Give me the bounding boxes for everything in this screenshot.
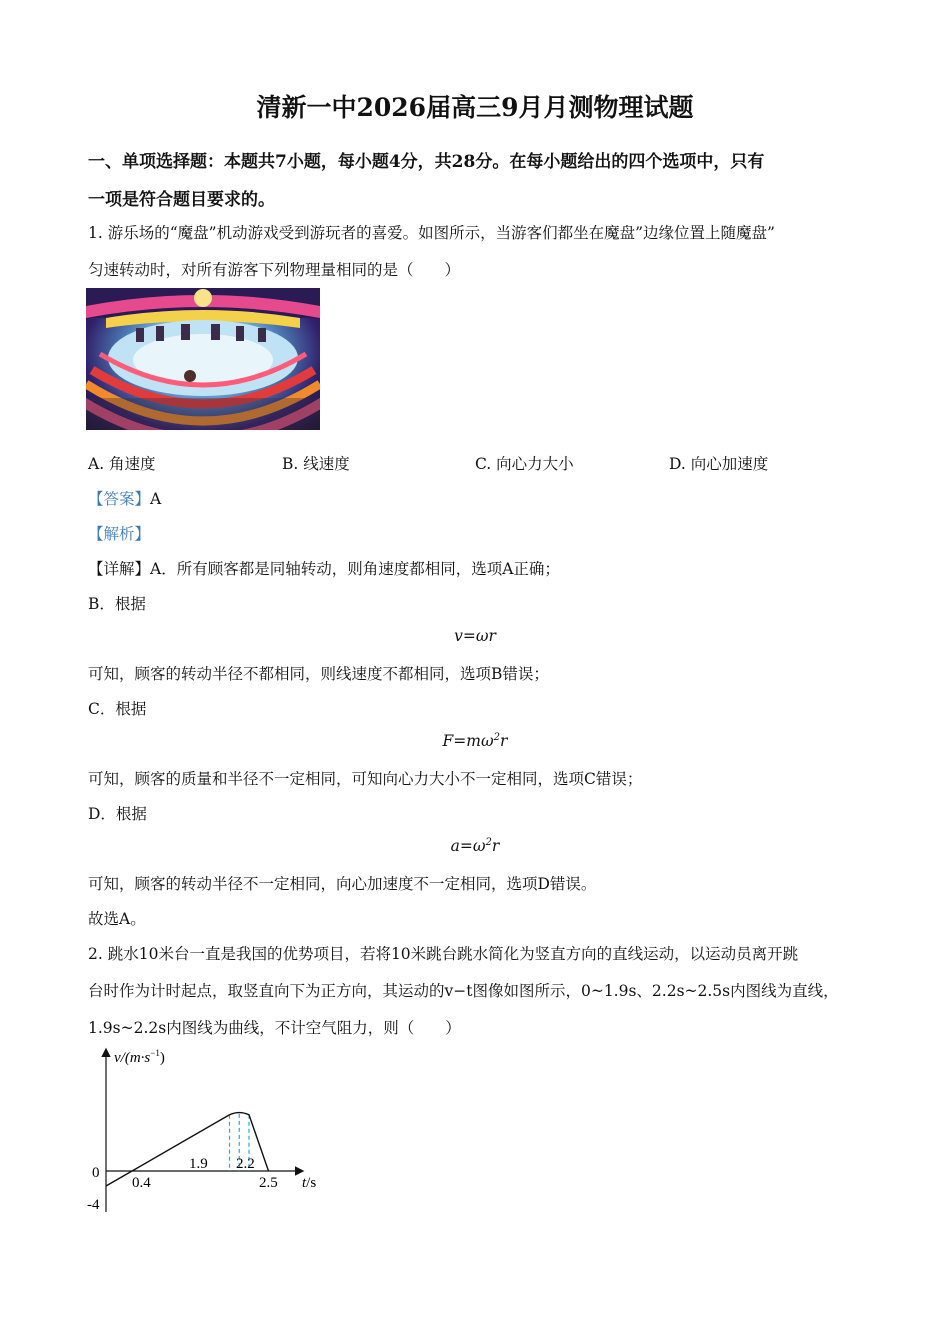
detail-d-label: D．根据 [88,805,147,823]
q2-stem-line2: 台时作为计时起点，取竖直向下为正方向，其运动的v−t图像如图所示，0~1.9s、2.2s~2.5s内图线为直线， [88,982,839,1000]
formula-a [0,837,950,855]
formula-f-main: F=mω [442,732,494,751]
x-tick-label-2-2: 2.2 [236,1156,255,1172]
option-b: B. 线速度 [282,455,350,473]
detail-a-text: A．所有顾客都是同轴转动，则角速度都相同，选项A正确； [150,560,560,578]
answer-line [88,487,161,509]
x-tick-label-1-9: 1.9 [189,1156,208,1172]
x-tick-label-2-5: 2.5 [259,1175,278,1191]
answer-value: A [150,490,162,508]
y-tick-label: -4 [87,1197,100,1213]
q1-stem-line1: 1. 游乐场的“魔盘”机动游戏受到游玩者的喜爱。如图所示，当游客们都坐在魔盘”边缘位置上随魔盘” [88,224,775,242]
formula-a-sup: 2 [485,837,492,848]
formula-f-end: r [500,732,508,751]
detail-b-label: B．根据 [88,595,146,613]
option-a: A. 角速度 [88,455,156,473]
detail-line-a [88,557,560,579]
detail-tag: 【详解】 [88,560,151,578]
formula-f [0,732,950,750]
conclusion: 故选A。 [88,910,146,928]
formula-a-end: r [491,837,500,856]
page-title: 清新一中2026届高三9月月测物理试题 [256,93,694,122]
x-tick-label-0-4: 0.4 [132,1175,151,1191]
section-heading-line2: 一项是符合题目要求的。 [88,190,275,210]
option-c: C. 向心力大小 [475,455,574,473]
option-d: D. 向心加速度 [669,455,769,473]
formula-v: v=ωr [454,627,496,645]
q2-stem-line1: 2. 跳水10米台一直是我国的优势项目，若将10米跳台跳水简化为竖直方向的直线运动，以运动员离开跳 [88,945,799,963]
formula-a-main: a=ω [450,837,486,856]
magic-disc-photo [86,288,320,430]
x-axis-label: t/s [302,1175,317,1191]
section-heading-line1: 一、单项选择题：本题共7小题，每小题4分，共28分。在每小题给出的四个选项中，只有 [88,152,765,172]
detail-b-text: 可知，顾客的转动半径不都相同，则线速度不都相同，选项B错误； [88,665,549,683]
detail-c-text: 可知，顾客的质量和半径不一定相同，可知向心力大小不一定相同，选项C错误； [88,770,643,788]
answer-tag: 【答案】 [88,490,151,508]
vt-chart [80,1040,330,1225]
formula-f-sup: 2 [493,732,501,743]
analysis-tag: 【解析】 [88,525,151,543]
detail-d-text: 可知，顾客的转动半径不一定相同，向心加速度不一定相同，选项D错误。 [88,875,597,893]
q1-stem-line2: 匀速转动时，对所有游客下列物理量相同的是（ ） [88,261,461,279]
detail-c-label: C．根据 [88,700,147,718]
q2-stem-line3: 1.9s~2.2s内图线为曲线，不计空气阻力，则（ ） [88,1019,461,1037]
origin-label: 0 [92,1165,100,1181]
y-axis-label: $v/(m\cdot s^{-1})$ [114,1048,165,1066]
vt-series-line [106,1113,269,1186]
